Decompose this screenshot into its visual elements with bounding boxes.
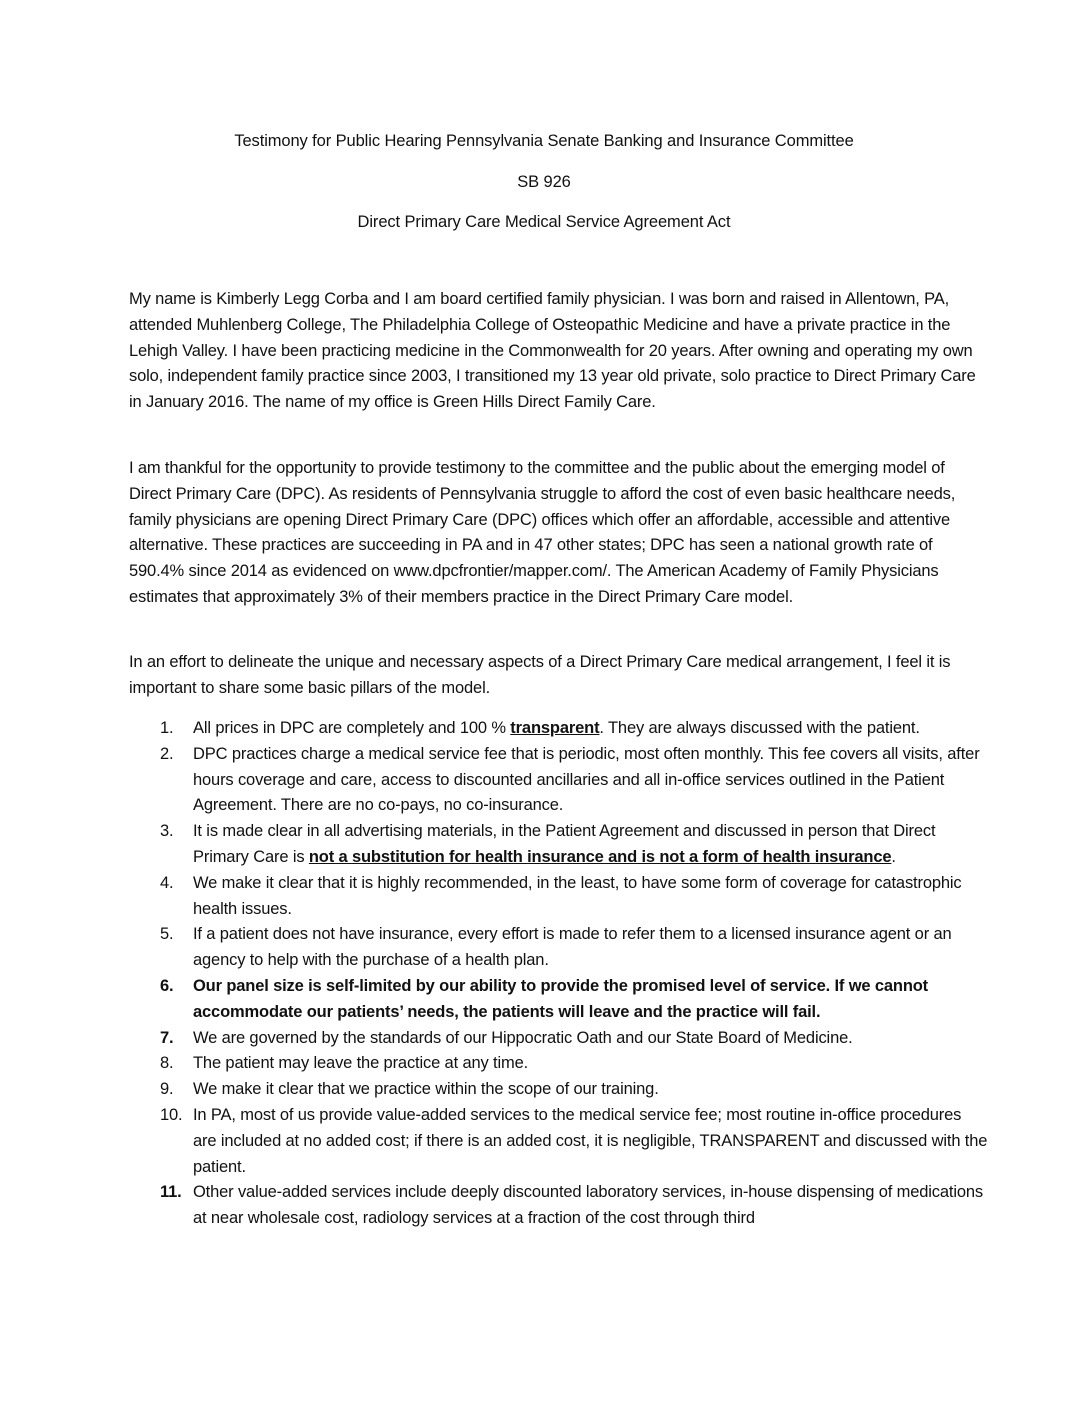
list-item-text: The patient may leave the practice at any time. xyxy=(193,1054,529,1073)
pillars-list xyxy=(129,716,989,1232)
list-number: 2. xyxy=(160,744,174,763)
list-number: 4. xyxy=(160,873,174,892)
list-item-text: Other value-added services include deeply discounted laboratory services, in-house dispensing of medications at near wholesale cost, radiology services at a fraction of the cost through third xyxy=(193,1183,984,1228)
bill-number: SB 926 xyxy=(517,173,571,191)
list-item-text: . xyxy=(891,847,896,866)
list-item xyxy=(129,716,989,742)
list-item-text: We are governed by the standards of our Hippocratic Oath and our State Board of Medicine. xyxy=(193,1028,853,1047)
list-number: 10. xyxy=(160,1105,183,1124)
list-number: 11. xyxy=(160,1183,182,1202)
list-item-text: It is made clear in all advertising materials, in the Patient Agreement and discussed in person that Direct Primary Care is xyxy=(193,822,936,866)
list-number: 3. xyxy=(160,822,174,841)
list-item xyxy=(129,922,989,974)
list-item-text: DPC practices charge a medical service fee that is periodic, most often monthly. This fee covers all visits, after hours coverage and care, access to discounted ancillaries and all in-office services outlined in the Patient Agreement. There are no co-pays, no co-insurance. xyxy=(193,744,980,815)
list-item xyxy=(129,819,989,871)
emphasis-text: transparent xyxy=(510,719,600,737)
list-number: 8. xyxy=(160,1054,174,1073)
list-item xyxy=(129,1180,989,1232)
list-number: 5. xyxy=(160,925,174,944)
list-item xyxy=(129,1077,989,1103)
dpc-overview-paragraph: I am thankful for the opportunity to provide testimony to the committee and the public about the emerging model of Direct Primary Care (DPC). As residents of Pennsylvania struggle to afford the cost of even basic healthcare needs, family physicians are opening Direct Primary Care (DPC) offices which offer an affordable, accessible and attentive alternative. These practices are succeeding in PA and in 47 other states; DPC has seen a national growth rate of 590.4% since 2014 as evidenced on www.dpcfrontier/mapper.com/. The American Academy of Family Physicians estimates that approximately 3% of their members practice in the Direct Primary Care model. xyxy=(129,459,956,606)
list-item xyxy=(129,742,989,819)
list-item-text: We make it clear that we practice within the scope of our training. xyxy=(193,1080,659,1099)
list-number: 6. xyxy=(160,976,174,995)
list-number: 1. xyxy=(160,719,174,737)
list-number: 9. xyxy=(160,1080,174,1099)
intro-paragraph: My name is Kimberly Legg Corba and I am board certified family physician. I was born and raised in Allentown, PA, attended Muhlenberg College, The Philadelphia College of Osteopathic Medicine and have a private practice in the Lehigh Valley. I have been practicing medicine in the Commonwealth for 20 years. After owning and operating my own solo, independent family practice since 2003, I transitioned my 13 year old private, solo practice to Direct Primary Care in January 2016. The name of my office is Green Hills Direct Family Care. xyxy=(129,290,976,412)
list-item-text: In PA, most of us provide value-added services to the medical service fee; most routine in-office procedures are included at no added cost; if there is an added cost, it is negligible, TRANSPARENT and discussed with the patient. xyxy=(193,1105,988,1176)
list-number: 7. xyxy=(160,1028,174,1047)
pillars-intro-paragraph: In an effort to delineate the unique and necessary aspects of a Direct Primary Care medical arrangement, I feel it is important to share some basic pillars of the model. xyxy=(129,653,951,697)
list-item-text: All prices in DPC are completely and 100 % xyxy=(193,719,511,737)
list-item xyxy=(129,1026,989,1052)
list-item-text: We make it clear that it is highly recommended, in the least, to have some form of coverage for catastrophic health issues. xyxy=(193,873,962,918)
list-item xyxy=(129,974,989,1026)
list-item xyxy=(129,1103,989,1180)
list-item-text: Our panel size is self-limited by our ability to provide the promised level of service. If we cannot accommodate our patients’ needs, the patients will leave and the practice will fail. xyxy=(193,976,929,1021)
list-item-text: If a patient does not have insurance, every effort is made to refer them to a licensed insurance agent or an agency to help with the purchase of a health plan. xyxy=(193,925,952,970)
list-item-text: . They are always discussed with the patient. xyxy=(599,719,920,737)
act-title: Direct Primary Care Medical Service Agreement Act xyxy=(357,213,731,231)
document-title: Testimony for Public Hearing Pennsylvania Senate Banking and Insurance Committee xyxy=(234,132,854,150)
emphasis-text: not a substitution for health insurance and is not a form of health insurance xyxy=(308,847,892,866)
list-item xyxy=(129,1051,989,1077)
list-item xyxy=(129,871,989,923)
